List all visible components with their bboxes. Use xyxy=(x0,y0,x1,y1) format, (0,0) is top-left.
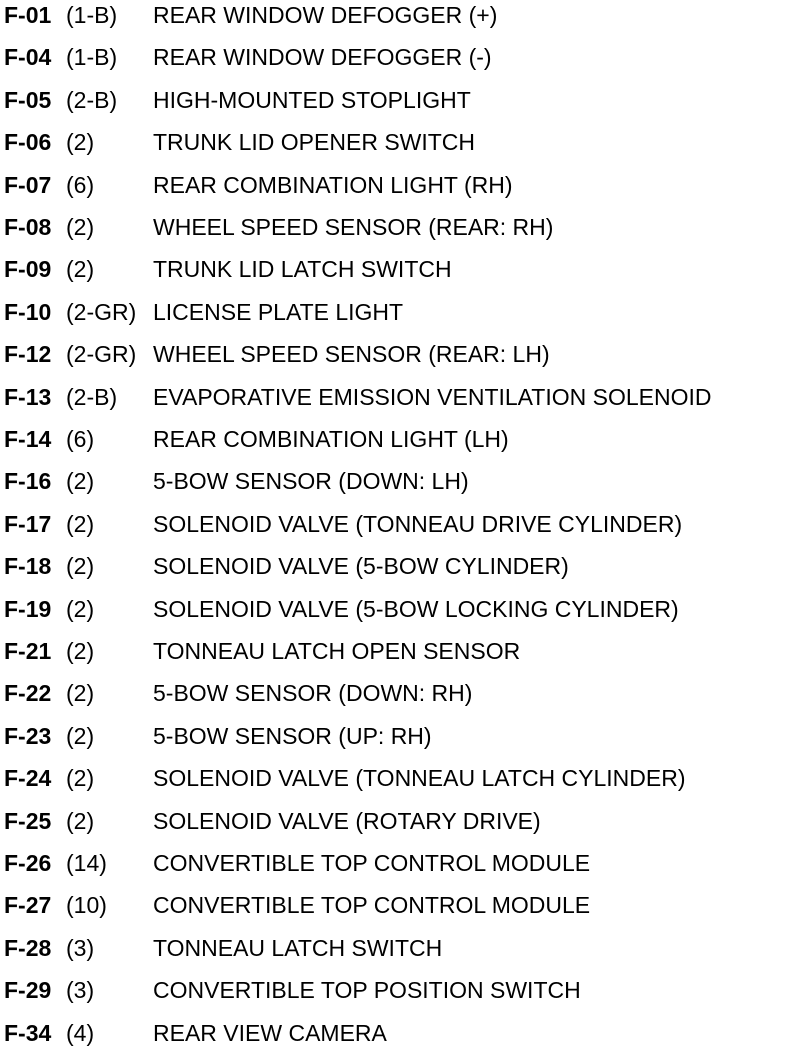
connector-row xyxy=(0,509,800,539)
connector-code: F-09 xyxy=(4,256,52,283)
connector-description: REAR WINDOW DEFOGGER (-) xyxy=(153,44,492,71)
connector-description: SOLENOID VALVE (5-BOW LOCKING CYLINDER) xyxy=(153,595,679,622)
connector-description: CONVERTIBLE TOP CONTROL MODULE xyxy=(153,850,591,876)
connector-row xyxy=(0,424,800,454)
connector-row xyxy=(0,339,800,369)
connector-code: F-01 xyxy=(4,2,52,28)
connector-row xyxy=(0,382,800,412)
connector-row xyxy=(0,127,800,157)
connector-row xyxy=(0,170,800,200)
connector-description: SOLENOID VALVE (TONNEAU DRIVE CYLINDER) xyxy=(153,510,683,537)
connector-description: REAR COMBINATION LIGHT (RH) xyxy=(153,171,513,198)
connector-pin-count: (2) xyxy=(66,638,95,664)
connector-description: 5-BOW SENSOR (DOWN: LH) xyxy=(153,468,469,495)
connector-code: F-16 xyxy=(4,468,52,495)
connector-code: F-05 xyxy=(4,86,52,113)
connector-description: REAR COMBINATION LIGHT (LH) xyxy=(153,426,509,452)
connector-description: REAR WINDOW DEFOGGER (+) xyxy=(153,2,498,28)
connector-description: REAR VIEW CAMERA xyxy=(153,1019,387,1046)
connector-row xyxy=(0,806,800,836)
connector-row xyxy=(0,933,800,963)
connector-description: TONNEAU LATCH SWITCH xyxy=(153,934,443,961)
connector-pin-count: (2) xyxy=(66,510,95,537)
connector-row xyxy=(0,254,800,284)
connector-code: F-23 xyxy=(4,722,52,749)
connector-pin-count: (2) xyxy=(66,807,95,834)
connector-row xyxy=(0,297,800,327)
connector-row xyxy=(0,42,800,72)
connector-pin-count: (6) xyxy=(66,426,95,452)
connector-code: F-34 xyxy=(4,1019,52,1046)
connector-pin-count: (2) xyxy=(66,214,95,240)
connector-code: F-07 xyxy=(4,171,52,198)
connector-pin-count: (2) xyxy=(66,468,95,495)
connector-description: 5-BOW SENSOR (UP: RH) xyxy=(153,722,432,749)
connector-code: F-19 xyxy=(4,595,52,622)
connector-description: TRUNK LID LATCH SWITCH xyxy=(153,256,452,283)
connector-row xyxy=(0,848,800,878)
connector-pin-count: (3) xyxy=(66,934,95,961)
connector-code: F-21 xyxy=(4,638,52,664)
connector-row xyxy=(0,551,800,581)
connector-row xyxy=(0,466,800,496)
connector-pin-count: (2-GR) xyxy=(66,298,137,325)
connector-description: CONVERTIBLE TOP CONTROL MODULE xyxy=(153,892,591,919)
connector-code: F-17 xyxy=(4,510,52,537)
connector-pin-count: (2) xyxy=(66,129,95,156)
connector-row xyxy=(0,0,800,30)
connector-pin-count: (10) xyxy=(66,892,107,919)
connector-row xyxy=(0,594,800,624)
connector-row xyxy=(0,721,800,751)
connector-pin-count: (2) xyxy=(66,595,95,622)
connector-row xyxy=(0,763,800,793)
connector-row xyxy=(0,890,800,920)
connector-description: TRUNK LID OPENER SWITCH xyxy=(153,129,476,156)
connector-pin-count: (2-B) xyxy=(66,86,118,113)
connector-description: WHEEL SPEED SENSOR (REAR: LH) xyxy=(153,341,550,368)
connector-description: 5-BOW SENSOR (DOWN: RH) xyxy=(153,680,473,707)
connector-pin-count: (14) xyxy=(66,850,107,876)
connector-code: F-14 xyxy=(4,426,52,452)
connector-pin-count: (1-B) xyxy=(66,2,118,28)
connector-description: SOLENOID VALVE (TONNEAU LATCH CYLINDER) xyxy=(153,765,686,792)
connector-code: F-22 xyxy=(4,680,52,707)
connector-code: F-13 xyxy=(4,383,52,410)
connector-description: SOLENOID VALVE (5-BOW CYLINDER) xyxy=(153,553,569,580)
connector-pin-count: (2) xyxy=(66,553,95,580)
connector-row xyxy=(0,85,800,115)
connector-code: F-27 xyxy=(4,892,52,919)
connector-description: WHEEL SPEED SENSOR (REAR: RH) xyxy=(153,214,554,240)
connector-row xyxy=(0,678,800,708)
connector-pin-count: (3) xyxy=(66,977,95,1004)
connector-pin-count: (2-B) xyxy=(66,383,118,410)
connector-code: F-12 xyxy=(4,341,52,368)
connector-pin-count: (6) xyxy=(66,171,95,198)
connector-code: F-28 xyxy=(4,934,52,961)
connector-row xyxy=(0,975,800,1005)
connector-description: CONVERTIBLE TOP POSITION SWITCH xyxy=(153,977,581,1004)
connector-pin-count: (2) xyxy=(66,680,95,707)
connector-row xyxy=(0,1018,800,1048)
connector-row xyxy=(0,636,800,666)
connector-code: F-25 xyxy=(4,807,52,834)
connector-row xyxy=(0,212,800,242)
connector-pin-count: (2) xyxy=(66,256,95,283)
connector-pin-count: (1-B) xyxy=(66,44,118,71)
connector-code: F-08 xyxy=(4,214,52,240)
connector-description: SOLENOID VALVE (ROTARY DRIVE) xyxy=(153,807,541,834)
connector-description: TONNEAU LATCH OPEN SENSOR xyxy=(153,638,521,664)
connector-pin-count: (2) xyxy=(66,765,95,792)
connector-code: F-06 xyxy=(4,129,52,156)
connector-description: EVAPORATIVE EMISSION VENTILATION SOLENOID xyxy=(153,383,712,410)
connector-code: F-04 xyxy=(4,44,52,71)
connector-code: F-10 xyxy=(4,298,52,325)
connector-code: F-29 xyxy=(4,977,52,1004)
connector-code: F-26 xyxy=(4,850,52,876)
connector-pin-count: (4) xyxy=(66,1019,95,1046)
connector-code: F-18 xyxy=(4,553,52,580)
connector-code: F-24 xyxy=(4,765,52,792)
connector-description: LICENSE PLATE LIGHT xyxy=(153,298,404,325)
connector-pin-count: (2-GR) xyxy=(66,341,137,368)
connector-description: HIGH-MOUNTED STOPLIGHT xyxy=(153,86,471,113)
connector-pin-count: (2) xyxy=(66,722,95,749)
